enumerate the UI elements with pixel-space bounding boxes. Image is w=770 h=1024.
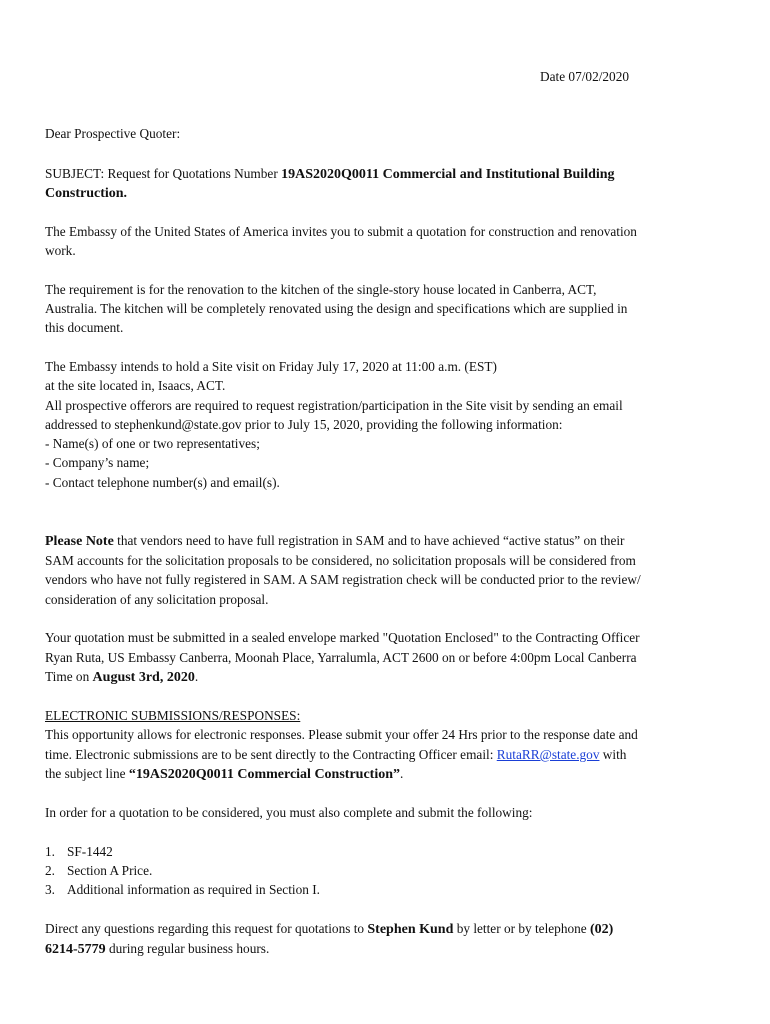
note-line-3: vendors who have not fully registered in SAM. A SAM registration check will be conducted prior to the review/ <box>45 572 641 587</box>
contact-name: Stephen Kund <box>367 922 454 937</box>
submission-deadline-prefix: Time on <box>45 669 93 684</box>
intro-line-2: work. <box>45 243 76 258</box>
contact-prefix: Direct any questions regarding this request for quotations to <box>45 921 368 936</box>
site-visit-item-company: - Company’s name; <box>45 455 150 470</box>
electronic-line-2 <box>45 745 626 764</box>
submission-deadline-suffix: . <box>194 669 199 684</box>
list-item-text: SF-1442 <box>67 844 113 859</box>
list-item-text: Section A Price. <box>67 863 153 878</box>
electronic-line-2-suffix: with <box>599 747 627 762</box>
contact-mid: by letter or by telephone <box>453 921 590 936</box>
subject-prefix: SUBJECT: Request for Quotations Number <box>45 166 282 181</box>
submission-deadline-date: August 3rd, 2020 <box>92 670 195 685</box>
submission-line-1: Your quotation must be submitted in a sealed envelope marked "Quotation Enclosed" to the Contracting Officer <box>45 630 640 645</box>
electronic-heading: ELECTRONIC SUBMISSIONS/RESPONSES: <box>45 708 301 723</box>
list-item <box>45 861 152 880</box>
contact-hours: during regular business hours. <box>105 941 270 956</box>
subject-rfq-title-end: Construction. <box>45 186 128 201</box>
intro-line-1: The Embassy of the United States of America invites you to submit a quotation for construction and renovation <box>45 224 637 239</box>
electronic-line-1: This opportunity allows for electronic responses. Please submit your offer 24 Hrs prior to the response date and <box>45 727 638 742</box>
list-item-number: 2. <box>45 863 55 878</box>
requirement-line-3: this document. <box>45 320 124 335</box>
email-subject-line: “19AS2020Q0011 Commercial Construction” <box>128 767 401 782</box>
site-visit-line-3: All prospective offerors are required to request registration/participation in the Site visit by sending an email <box>45 398 623 413</box>
electronic-line-2-prefix: time. Electronic submissions are to be sent directly to the Contracting Officer email: <box>45 747 497 762</box>
contact-phone-area: (02) <box>590 922 614 937</box>
list-item-number: 3. <box>45 882 55 897</box>
list-item-text: Additional information as required in Section I. <box>67 882 320 897</box>
subject-line-prefix: the subject line <box>45 766 129 781</box>
requirement-line-1: The requirement is for the renovation to the kitchen of the single-story house located in Canberra, ACT, <box>45 282 597 297</box>
site-visit-line-1: The Embassy intends to hold a Site visit on Friday July 17, 2020 at 11:00 a.m. (EST) <box>45 359 497 374</box>
subject-line-suffix: . <box>400 766 404 781</box>
site-visit-line-4: addressed to stephenkund@state.gov prior to July 15, 2020, providing the following information: <box>45 417 563 432</box>
site-visit-item-names: - Name(s) of one or two representatives; <box>45 436 260 451</box>
submission-line-2: Ryan Ruta, US Embassy Canberra, Moonah Place, Yarralumla, ACT 2600 on or before 4:00pm Local Canberra <box>45 650 637 665</box>
note-line-2: SAM accounts for the solicitation proposals to be considered, no solicitation proposals will be considered from <box>45 553 636 568</box>
subject-line-2 <box>45 183 127 203</box>
subject-rfq-number: 19AS2020Q0011 Commercial and Institutional Building <box>281 167 615 182</box>
note-line-1 <box>45 531 624 551</box>
note-line-1-rest: that vendors need to have full registration in SAM and to have achieved “active status” on their <box>113 533 625 548</box>
contact-line-2 <box>45 939 269 959</box>
electronic-line-3 <box>45 764 403 784</box>
list-item-number: 1. <box>45 844 55 859</box>
contact-line-1 <box>45 919 613 939</box>
list-item <box>45 880 320 899</box>
subject-line-1 <box>45 164 615 184</box>
letter-date: Date 07/02/2020 <box>540 69 630 84</box>
contracting-officer-email-link[interactable]: RutaRR@state.gov <box>496 747 600 762</box>
note-line-4: consideration of any solicitation proposal. <box>45 592 269 607</box>
contact-phone-number: 6214-5779 <box>45 942 106 957</box>
list-item <box>45 842 113 861</box>
note-lead: Please Note <box>45 534 114 549</box>
requirement-line-2: Australia. The kitchen will be completely renovated using the design and specifications which are supplied in <box>45 301 628 316</box>
site-visit-item-contact: - Contact telephone number(s) and email(s). <box>45 475 280 490</box>
submission-line-3 <box>45 667 198 687</box>
requirements-intro: In order for a quotation to be considered, you must also complete and submit the following: <box>45 805 533 820</box>
site-visit-line-2: at the site located in, Isaacs, ACT. <box>45 378 226 393</box>
salutation: Dear Prospective Quoter: <box>45 126 181 141</box>
